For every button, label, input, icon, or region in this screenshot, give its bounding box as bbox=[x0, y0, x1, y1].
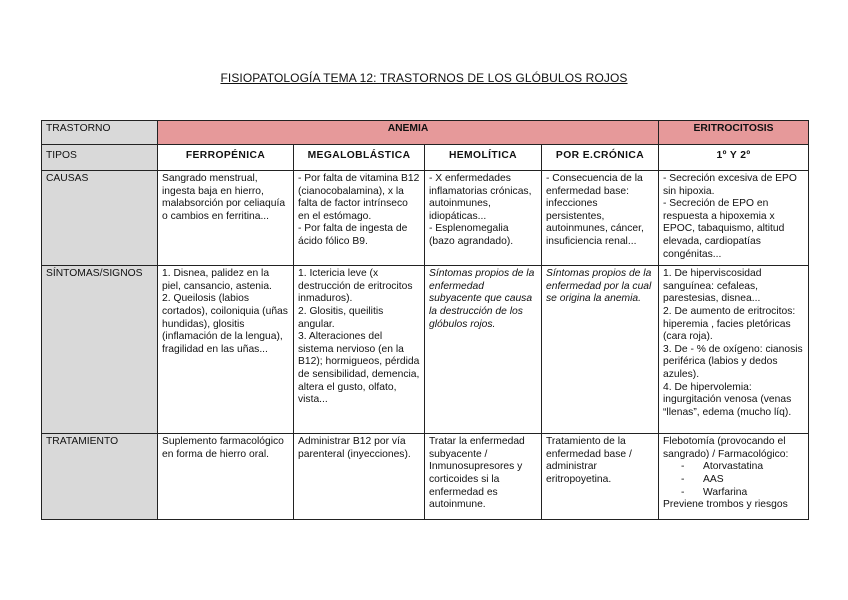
causas-ferropenica: Sangrado menstrual, ingesta baja en hierro, malabsorción por celiaquía o cambios en ferritina... bbox=[158, 171, 294, 266]
document-title: FISIOPATOLOGÍA TEMA 12: TRASTORNOS DE LOS GLÓBULOS ROJOS bbox=[220, 71, 628, 85]
tratamiento-cronica: Tratamiento de la enfermedad base / administrar eritropoyetina. bbox=[542, 434, 659, 520]
causas-megaloblastica-item: - Por falta de ingesta de ácido fólico B9. bbox=[298, 223, 408, 247]
tratamiento-label: TRATAMIENTO bbox=[42, 434, 158, 520]
tratamiento-eritro bbox=[659, 434, 809, 520]
types-label: TIPOS bbox=[42, 145, 158, 171]
sintomas-megaloblastica-item: 1. Ictericia leve (x destrucción de eritrocitos inmaduros). bbox=[298, 268, 413, 305]
causas-hemolitica-item: - Esplenomegalia (bazo agrandado). bbox=[429, 223, 514, 247]
type-ferropenica: FERROPÉNICA bbox=[158, 145, 294, 171]
sintomas-row bbox=[42, 266, 809, 434]
sintomas-eritro-item: 1. De hiperviscosidad sanguínea: cefaleas, parestesias, disnea... bbox=[663, 268, 762, 305]
drug-list bbox=[663, 461, 804, 499]
drug-list-item: - Atorvastatina bbox=[681, 461, 804, 474]
sintomas-megaloblastica-item: 2. Glositis, queilitis angular. bbox=[298, 305, 384, 330]
disorders-table bbox=[41, 120, 809, 520]
causas-label: CAUSAS bbox=[42, 171, 158, 266]
sintomas-label: SÍNTOMAS/SIGNOS bbox=[42, 266, 158, 434]
sintomas-cronica: Síntomas propios de la enfermedad por la cual se origina la anemia. bbox=[542, 266, 659, 434]
causas-eritro bbox=[659, 171, 809, 266]
types-row bbox=[42, 145, 809, 171]
tratamiento-row bbox=[42, 434, 809, 520]
drug-list-item: - Warfarina bbox=[681, 487, 804, 500]
type-cronica: POR E.CRÓNICA bbox=[542, 145, 659, 171]
sintomas-eritro-item: 3. De - % de oxígeno: cianosis periférica (labios y dedos azules). bbox=[663, 343, 803, 380]
sintomas-megaloblastica-item: 3. Alteraciones del sistema nervioso (en la B12); hormigueos, pérdida de sensibilidad, demencia, altera el gusto, olfato, vista... bbox=[298, 331, 420, 406]
causas-eritro-item: - Secreción de EPO en respuesta a hipoxemia x EPOC, tabaquismo, altitud elevada, cardiopatías congénitas... bbox=[663, 198, 785, 260]
tratamiento-hemolitica: Tratar la enfermedad subyacente / Inmunosupresores y corticoides si la enfermedad es autoinmune. bbox=[425, 434, 542, 520]
sintomas-eritro-item: 2. De aumento de eritrocitos: hiperemia , facies pletóricas (cara roja). bbox=[663, 305, 796, 343]
sintomas-ferropenica-item: 1. Disnea, palidez en la piel, cansancio, astenia. bbox=[162, 268, 272, 292]
table-header-row bbox=[42, 121, 809, 145]
type-megaloblastica: MEGALOBLÁSTICA bbox=[294, 145, 425, 171]
type-eritro: 1º Y 2º bbox=[659, 145, 809, 171]
tratamiento-eritro-intro: Flebotomía (provocando el sangrado) / Farmacológico: bbox=[663, 436, 789, 460]
header-anemia: ANEMIA bbox=[158, 121, 659, 145]
causas-megaloblastica-item: - Por falta de vitamina B12 (cianocobalamina), x la falta de factor intrínseco en el estómago. bbox=[298, 173, 420, 222]
causas-hemolitica bbox=[425, 171, 542, 266]
sintomas-eritro bbox=[659, 266, 809, 434]
drug-list-item: - AAS bbox=[681, 474, 804, 487]
sintomas-hemolitica: Síntomas propios de la enfermedad subyacente que causa la destrucción de los glóbulos rojos. bbox=[425, 266, 542, 434]
type-hemolitica: HEMOLÍTICA bbox=[425, 145, 542, 171]
causas-megaloblastica bbox=[294, 171, 425, 266]
causas-eritro-item: - Secreción excesiva de EPO sin hipoxia. bbox=[663, 173, 797, 197]
sintomas-ferropenica bbox=[158, 266, 294, 434]
tratamiento-eritro-outro: Previene trombos y riesgos bbox=[663, 499, 788, 511]
causas-cronica: - Consecuencia de la enfermedad base: infecciones persistentes, autoinmunes, cáncer, insuficiencia renal... bbox=[542, 171, 659, 266]
header-trastorno-label: TRASTORNO bbox=[42, 121, 158, 145]
sintomas-eritro-item: 4. De hipervolemia: ingurgitación venosa (venas “llenas”, edema (mucho líq). bbox=[663, 381, 792, 418]
causas-hemolitica-item: - X enfermedades inflamatorias crónicas, autoinmunes, idiopáticas... bbox=[429, 173, 532, 222]
tratamiento-ferropenica: Suplemento farmacológico en forma de hierro oral. bbox=[158, 434, 294, 520]
causas-row bbox=[42, 171, 809, 266]
sintomas-ferropenica-item: 2. Queilosis (labios cortados), coiloniquia (uñas hundidas), glositis (inflamación de la lengua), fragilidad en las uñas... bbox=[162, 293, 288, 355]
header-eritrocitosis: ERITROCITOSIS bbox=[659, 121, 809, 145]
sintomas-megaloblastica bbox=[294, 266, 425, 434]
tratamiento-megaloblastica: Administrar B12 por vía parenteral (inyecciones). bbox=[294, 434, 425, 520]
